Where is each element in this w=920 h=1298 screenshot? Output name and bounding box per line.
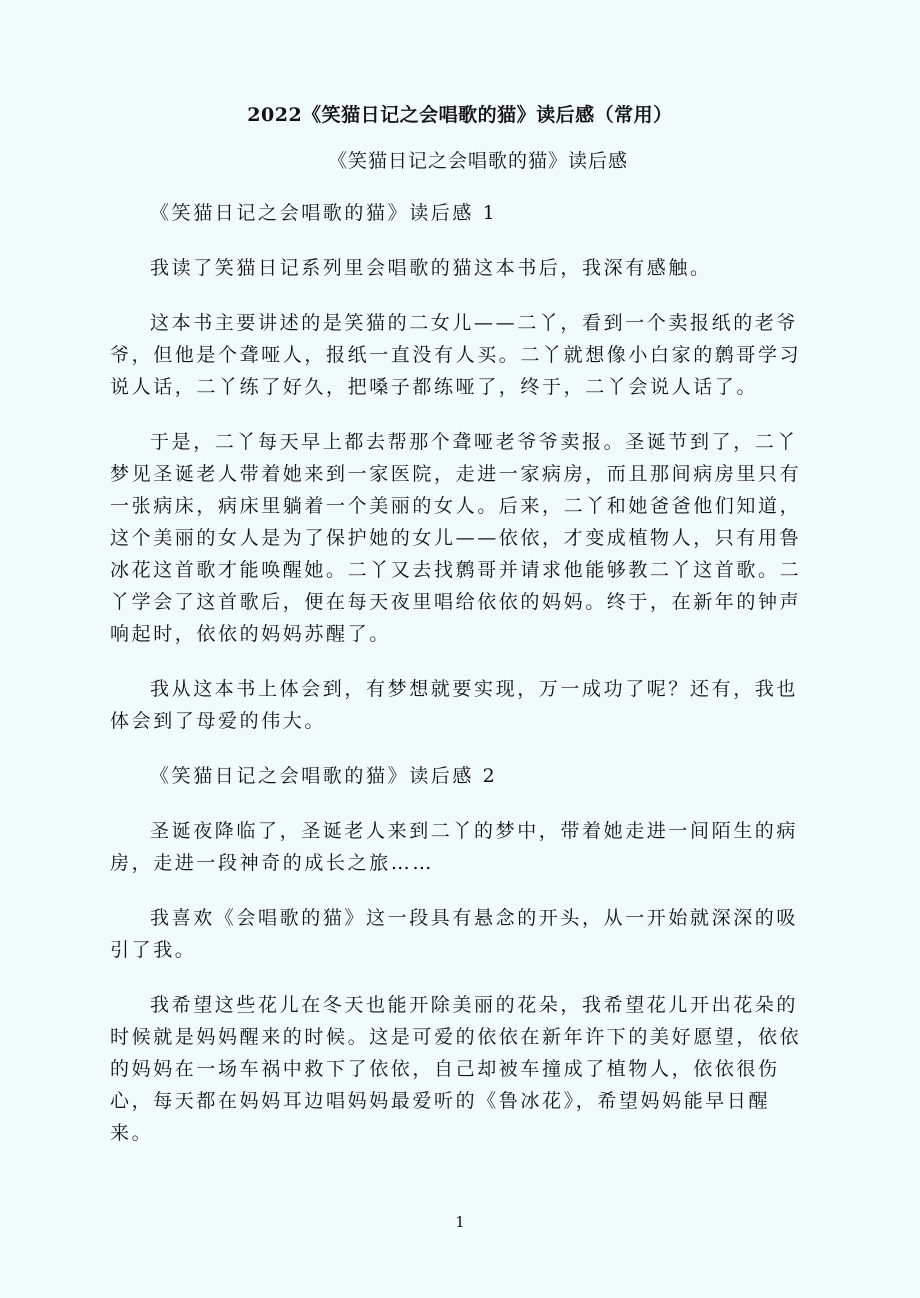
page-number: 1 [455,1213,465,1231]
paragraph: 我读了笑猫日记系列里会唱歌的猫这本书后，我深有感触。 [150,257,712,279]
paragraph: 于是，二丫每天早上都去帮那个聋哑老爷爷卖报。圣诞节到了，二丫梦见圣诞老人带着她来到一家医院，走进一家病房，而且那间病房里只有一张病床，病床里躺着一个美丽的女人。后来，二丫和她爸爸他们知道，这个美丽的女人是为了保护她的女儿——依依，才变成植物人，只有用鲁冰花这首歌才能唤醒她。二丫又去找鹩哥并请求他能够教二丫这首歌。二丫学会了这首歌后，便在每天夜里唱给依依的妈妈。终于，在新年的钟声响起时，依依的妈妈苏醒了。 [110,431,802,645]
paragraph: 我喜欢《会唱歌的猫》这一段具有悬念的开头，从一开始就深深的吸引了我。 [110,907,799,961]
section-heading-2: 《笑猫日记之会唱歌的猫》读后感 2 [150,765,498,787]
paragraph: 我从这本书上体会到，有梦想就要实现，万一成功了呢？还有，我也体会到了母爱的伟大。 [110,678,799,732]
section-heading-1: 《笑猫日记之会唱歌的猫》读后感 1 [150,202,498,224]
paragraph: 这本书主要讲述的是笑猫的二女儿——二丫，看到一个卖报纸的老爷爷，但他是个聋哑人，报纸一直没有人买。二丫就想像小白家的鹩哥学习说人话，二丫练了好久，把嗓子都练哑了，终于，二丫会说人话了。 [110,312,802,398]
document-title: 2022《笑猫日记之会唱歌的猫》读后感（常用） [247,104,673,126]
paragraph: 我希望这些花儿在冬天也能开除美丽的花朵，我希望花儿开出花朵的时候就是妈妈醒来的时候。这是可爱的依依在新年许下的美好愿望，依依的妈妈在一场车祸中救下了依依，自己却被车撞成了植物人，依依很伤心，每天都在妈妈耳边唱妈妈最爱听的《鲁冰花》，希望妈妈能早日醒来。 [110,994,802,1144]
document-subtitle: 《笑猫日记之会唱歌的猫》读后感 [327,150,628,172]
paragraph: 圣诞夜降临了，圣诞老人来到二丫的梦中，带着她走进一间陌生的病房，走进一段神奇的成长之旅…… [110,820,799,874]
document-body [110,197,810,1172]
